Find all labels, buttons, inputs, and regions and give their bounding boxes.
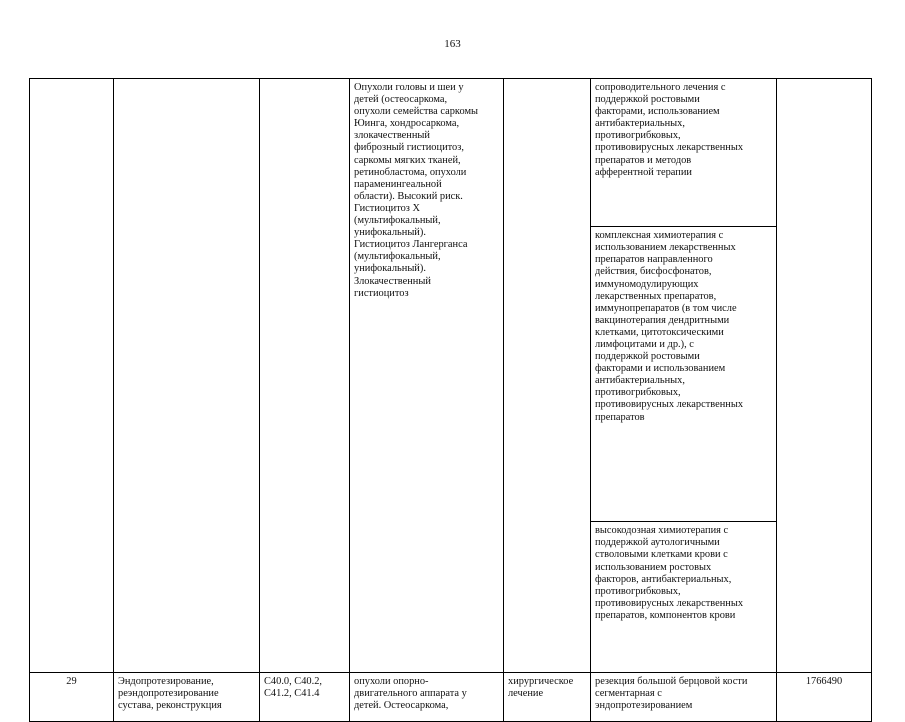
method-cell: сопроводительного лечения с поддержкой ростовыми факторами, использованием антибактериальных, противогрибковых, противовирусных лекарственных препаратов и методов афферентной терапии: [591, 79, 777, 227]
table-row: [30, 673, 872, 722]
icd-codes-cell: C40.0, C40.2, C41.2, C41.4: [260, 673, 350, 722]
table-row: [30, 79, 872, 227]
treatment-type-cell: [504, 79, 591, 673]
icd-codes-cell: [260, 79, 350, 673]
method-cell: комплексная химиотерапия с использованием лекарственных препаратов направленного действия, бисфосфонатов, иммуномодулирующих лекарственных препаратов, иммунопрепаратов (в том числе вакцинотерапия дендритными клетками, цитотоксическими лимфоцитами и др.), с поддержкой ростовыми факторами и использованием антибактериальных, противогрибковых, противовирусных лекарственных препаратов: [591, 227, 777, 522]
page-number: 163: [444, 38, 461, 50]
cost-cell: 1766490: [777, 673, 872, 722]
diagnosis-cell: опухоли опорно- двигательного аппарата у детей. Остеосаркома,: [350, 673, 504, 722]
care-type-cell: Эндопротезирование, реэндопротезирование сустава, реконструкция: [114, 673, 260, 722]
row-number-cell: 29: [30, 673, 114, 722]
method-cell: высокодозная химиотерапия с поддержкой аутологичными стволовыми клетками крови с использованием ростовых факторов, антибактериальных, противогрибковых, противовирусных лекарственных препаратов, компонентов крови: [591, 522, 777, 673]
care-type-cell: [114, 79, 260, 673]
row-number-cell: [30, 79, 114, 673]
diagnosis-cell: Опухоли головы и шеи у детей (остеосаркома, опухоли семейства саркомы Юинга, хондросаркома, злокачественный фиброзный гистиоцитоз, саркомы мягких тканей, ретинобластома, опухоли параменингеальной области). Высокий риск. Гистиоцитоз Х (мультифокальный, унифокальный). Гистиоцитоз Лангерганса (мультифокальный, унифокальный). Злокачественный гистиоцитоз: [350, 79, 504, 673]
cost-cell: [777, 79, 872, 673]
treatment-type-cell: хирургическое лечение: [504, 673, 591, 722]
care-types-table: [29, 78, 872, 722]
method-cell: резекция большой берцовой кости сегментарная с эндопротезированием: [591, 673, 777, 722]
